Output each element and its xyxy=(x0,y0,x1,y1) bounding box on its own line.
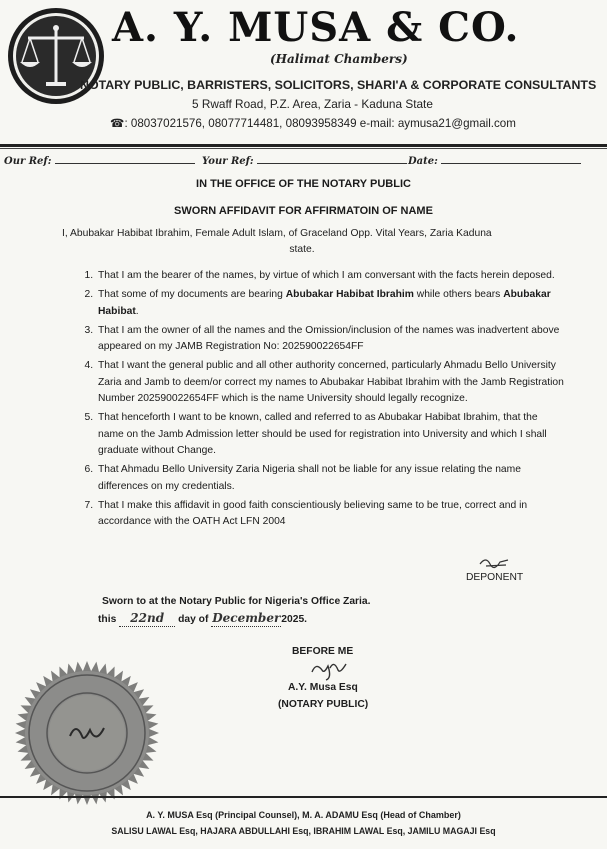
clause-5-text: That henceforth I want to be known, called and referred to as Abubakar Habibat Ibrahim, that the name on the Jamb Admission letter should be used for registration into University and which I shall graduate without Change. xyxy=(98,412,547,457)
email-address: aymusa21@gmail.com xyxy=(397,117,516,130)
firm-address: 5 Rwaff Road, P.Z. Area, Zaria - Kaduna State xyxy=(192,97,433,111)
footer-associates: SALISU LAWAL Esq, HAJARA ABDULLAHI Esq, IBRAHIM LAWAL Esq, JAMILU MAGAJI Esq xyxy=(111,826,496,836)
affidavit-title: SWORN AFFIDAVIT FOR AFFIRMATOIN OF NAME xyxy=(174,205,433,217)
firm-logo xyxy=(6,6,106,111)
deponent-signature xyxy=(478,554,514,570)
clause-6-text: That Ahmadu Bello University Zaria Nigeria shall not be liable for any issue relating the name differences on my credentials. xyxy=(98,464,521,492)
this-label: this xyxy=(98,614,117,625)
your-ref xyxy=(202,156,407,167)
your-ref-label: Your Ref: xyxy=(202,156,254,167)
email-label: e-mail: xyxy=(359,117,395,130)
notary-signature xyxy=(306,656,356,682)
header-rule-thin xyxy=(0,148,607,149)
intro-paragraph xyxy=(62,226,542,258)
clause-1 xyxy=(96,268,566,284)
footer-rule xyxy=(0,796,607,798)
deponent-label: DEPONENT xyxy=(466,572,524,583)
notary-title: (NOTARY PUBLIC) xyxy=(278,699,369,710)
clause-4-text: That I want the general public and all other authority concerned, particularly Ahmadu Bello University Zaria and Jamb to deem/or correct my names to Abubakar Habibat Ibrahim with the Jamb Registration Number 202590022654FF which is the name University should legally recognize. xyxy=(98,360,564,405)
clause-2-text-b: while others bears xyxy=(413,289,504,301)
before-me: BEFORE ME xyxy=(292,646,354,657)
footer-partners: A. Y. MUSA Esq (Principal Counsel), M. A. ADAMU Esq (Head of Chamber) xyxy=(146,810,461,820)
date-ref xyxy=(408,156,581,167)
sworn-year: 2025. xyxy=(281,614,308,625)
affidavit-clauses xyxy=(78,268,566,534)
our-ref-line xyxy=(55,163,195,164)
clause-4 xyxy=(96,358,566,407)
clause-7-text: That I make this affidavit in good faith conscientiously believing same to be true, correct and in accordance with the OATH Act LFN 2004 xyxy=(98,500,528,528)
office-heading: IN THE OFFICE OF THE NOTARY PUBLIC xyxy=(196,178,411,190)
date-line xyxy=(441,163,581,164)
clause-2 xyxy=(96,287,566,320)
clause-1-text: That I am the bearer of the names, by virtue of which I am conversant with the facts herein deposed. xyxy=(98,270,555,281)
firm-name: A. Y. MUSA & CO. xyxy=(112,4,520,51)
chambers-name: (Halimat Chambers) xyxy=(270,52,408,66)
clause-6 xyxy=(96,462,566,495)
clause-3-text: That I am the owner of all the names and the Omission/inclusion of the names was inadvertent above appeared on my JAMB Registration No: 202590022654FF xyxy=(98,324,560,353)
sworn-line: Sworn to at the Notary Public for Nigeria's Office Zaria. xyxy=(102,596,371,607)
date-label: Date: xyxy=(408,156,438,167)
clause-2-name-full: Abubakar Habibat Ibrahim xyxy=(285,289,414,301)
intro-line-2: state. xyxy=(289,244,315,256)
your-ref-line xyxy=(257,163,407,164)
day-of-label: day of xyxy=(178,614,209,625)
sworn-date-line xyxy=(98,610,307,628)
sworn-day: 22nd xyxy=(119,610,175,627)
clause-2-name-short: Abubakar Habibat xyxy=(98,289,551,317)
firm-contact xyxy=(110,116,516,130)
notary-name: A.Y. Musa Esq xyxy=(288,682,358,693)
sworn-month: December xyxy=(211,610,281,627)
header-rule xyxy=(0,144,607,147)
phone-numbers: ☎: 08037021576, 08077714481, 08093958349 xyxy=(110,117,357,130)
our-ref xyxy=(4,156,195,167)
notary-seal xyxy=(12,658,162,808)
firm-services: NOTARY PUBLIC, BARRISTERS, SOLICITORS, SHARI'A & CORPORATE CONSULTANTS xyxy=(80,78,597,92)
intro-line-1: I, Abubakar Habibat Ibrahim, Female Adult Islam, of Graceland Opp. Vital Years, Zaria Kaduna xyxy=(62,228,492,239)
clause-2-text-a: That some of my documents are bearing xyxy=(98,289,286,301)
clause-7 xyxy=(96,498,566,531)
clause-5 xyxy=(96,410,566,459)
our-ref-label: Our Ref: xyxy=(4,156,52,167)
clause-2-text-c: . xyxy=(135,305,139,317)
clause-3 xyxy=(96,323,566,356)
